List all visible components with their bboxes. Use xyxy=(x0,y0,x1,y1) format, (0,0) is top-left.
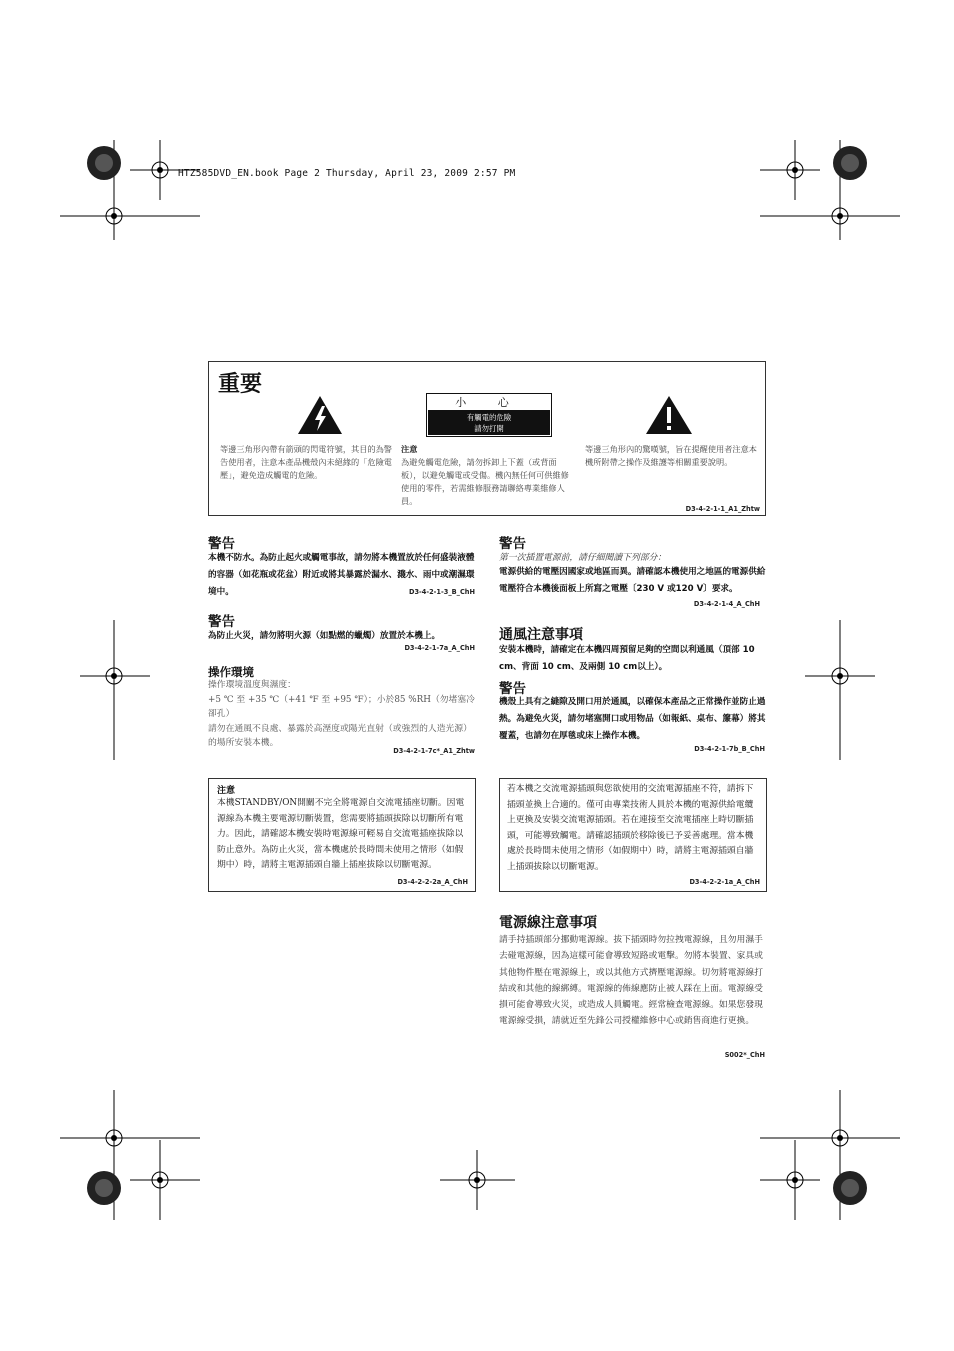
environment-line-2: +5 ℃ 至 +35 ℃（+41 ℉ 至 +95 ℉）；小於85 %RH（勿堵塞冷卻孔） xyxy=(208,694,475,719)
plug-note-code: D3-4-2-2-1a_A_ChH xyxy=(689,878,760,886)
warning4-text: 機殼上具有之縫隙及開口用於通風，以確保本產品之正常操作並防止過熱。為避免火災，請勿堵塞開口或用物品（如報紙、桌布、簾幕）將其覆蓋，也請勿在厚毯或床上操作本機。 xyxy=(499,697,766,741)
standby-note-code: D3-4-2-2-2a_A_ChH xyxy=(397,878,468,886)
warning3-text: 電源供給的電壓因國家或地區而異。請確認本機使用之地區的電源供給電壓符合本機後面板上所寫之電壓〔230 V 或120 V〕要求。 xyxy=(499,567,766,594)
warning4-title: 警告 xyxy=(499,681,526,697)
caution-line-1: 有觸電的危險 xyxy=(466,413,512,422)
standby-note-text: 本機STANDBY/ON開關不完全將電源自交流電插座切斷。因電源線為本機主要電源切斷裝置，您需要將插頭拔除以切斷所有電力。因此，請確認本機安裝時電源線可輕易自交流電插座拔除以防止意外。為防止火災，當本機處於長時間未使用之情形（如假期中）時，請將主電源插頭自牆上插座拔除以切斷電源。 xyxy=(217,798,465,871)
environment-line-1: 操作環境溫度與濕度： xyxy=(208,680,296,690)
warning3-code: D3-4-2-1-4_A_ChH xyxy=(693,600,760,608)
warning3-italic: 第一次插置電源前，請仔細閱讀下列部分： xyxy=(499,553,667,563)
ventilation-text: 安裝本機時，請確定在本機四周預留足夠的空間以利通風（頂部 10 cm、背面 10 cm、及兩側 10 cm以上）。 xyxy=(499,645,755,672)
exclamation-explanation: 等邊三角形內的驚嘆號，旨在提醒使用者注意本機所附帶之操作及維護等相關重要說明。 xyxy=(585,444,757,467)
power-cord-code: S002*_ChH xyxy=(724,1051,765,1059)
environment-line-3: 請勿在通風不良處、暴露於高溼度或陽光直射（或強烈的人造光源）的場所安裝本機。 xyxy=(208,723,472,748)
warning2-text: 為防止火災，請勿將明火源（如點燃的蠟燭）放置於本機上。 xyxy=(208,631,441,641)
warning2-code: D3-4-2-1-7a_A_ChH xyxy=(404,644,475,652)
environment-text xyxy=(208,678,476,751)
environment-code: D3-4-2-1-7c*_A1_Zhtw xyxy=(393,747,475,755)
center-note-heading: 注意 xyxy=(401,444,418,454)
important-title: 重要 xyxy=(218,372,263,397)
center-note-text: 為避免觸電危險，請勿拆卸上下蓋（或背面板），以避免觸電或受傷。機內無任何可供維修使用的零件，若需維修服務請聯絡專業維修人員。 xyxy=(401,457,569,506)
warning4-code: D3-4-2-1-7b_B_ChH xyxy=(694,745,765,753)
caution-line-2: 請勿打開 xyxy=(474,424,504,433)
exclamation-warning-icon xyxy=(644,394,694,436)
lightning-explanation: 等邊三角形內帶有箭頭的閃電符號，其目的為警告使用者，注意本產品機殼內未絕緣的「危險電壓」，避免造成觸電的危險。 xyxy=(220,444,392,480)
standby-note-title: 注意 xyxy=(217,786,236,796)
warning2-title: 警告 xyxy=(208,614,235,630)
warning1-code: D3-4-2-1-3_B_ChH xyxy=(408,588,475,596)
environment-title: 操作環境 xyxy=(208,665,254,679)
warning1-text: 本機不防水。為防止起火或觸電事故，請勿將本機置放於任何盛裝液體的容器（如花瓶或花盆）附近或將其暴露於漏水、濺水、雨中或潮濕環境中。 xyxy=(208,553,475,597)
caution-label-title: 小 心 xyxy=(455,396,523,409)
warning3-title: 警告 xyxy=(499,536,526,552)
plug-note-text: 若本機之交流電源插頭與您欲使用的交流電源插座不符，請拆下插頭並換上合適的。僅可由專業技術人員於本機的電源供給電纜上更換及安裝交流電源插頭。若在連接至交流電插座上時切斷插頭，可能導致觸電。請確認插頭於移除後已予妥善處理。當本機處於長時間未使用之情形（如假期中）時，請將主電源插頭自牆上插頭拔除以切斷電源。 xyxy=(507,784,754,872)
power-cord-title: 電源線注意事項 xyxy=(499,915,597,931)
lightning-warning-icon xyxy=(296,394,344,436)
file-info-line: HTZ585DVD_EN.book Page 2 Thursday, April 23, 2009 2:57 PM xyxy=(178,168,516,179)
warning1-title: 警告 xyxy=(208,536,235,552)
important-code: D3-4-2-1-1_A1_Zhtw xyxy=(685,505,760,513)
power-cord-text: 請手持插頭部分挪動電源線。拔下插頭時勿拉拽電源線，且勿用濕手去碰電源線，因為這樣可能會導致短路或電擊。勿將本裝置、家具或其他物件壓在電源線上，或以其他方式擠壓電源線。切勿將電源線打結或和其他的線綁縛。電源線的佈線應防止被人踩在上面。電源線受損可能會導致火災，或造成人員觸電。經常檢查電源線。如果您發現電源線受損，請就近至先鋒公司授權維修中心或銷售商進行更換。 xyxy=(499,935,763,1027)
ventilation-title: 通風注意事項 xyxy=(499,627,583,643)
caution-label-text xyxy=(428,410,550,435)
